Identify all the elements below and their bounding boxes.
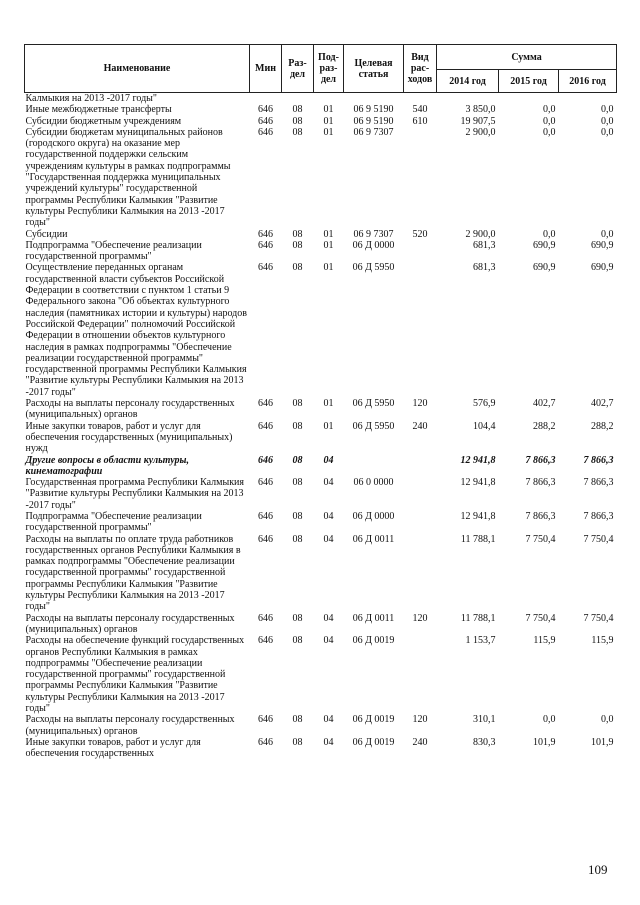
row-article: 06 Д 0011 [352,612,395,624]
row-kind: 240 [412,736,428,748]
row-sum-2014: 12 941,8 [460,454,496,466]
row-article: 06 Д 0000 [352,239,395,251]
row-subsection: 01 [323,262,334,274]
row-sum-2015: 288,2 [533,420,556,432]
row-sum-2016 [559,93,617,105]
row-article: 06 0 0000 [353,477,394,489]
table-row [25,240,617,263]
row-name: Субсидии бюджетным учреждениям [25,115,182,127]
row-subsection: 04 [323,714,334,726]
row-sum-2015: 402,7 [533,398,556,410]
row-section: 08 [292,612,303,624]
row-section: 08 [292,126,303,138]
row-name: Иные межбюджетные трансферты [25,104,172,116]
row-kind: 120 [412,714,428,726]
row-section: 08 [292,477,303,489]
table-row [25,421,617,455]
header-year-2016: 2016 год [559,70,617,93]
row-sum-2015: 0,0 [543,104,556,116]
row-min: 646 [258,228,273,240]
budget-table [24,44,617,760]
row-sum-2014: 681,3 [473,239,496,251]
header-subsection: Под- раз- дел [314,45,344,93]
row-subsection: 01 [323,420,334,432]
row-name: Расходы на выплаты персоналу государственных (муниципальных) органов [25,612,235,635]
row-kind [404,455,437,478]
table-row [25,714,617,737]
row-min: 646 [258,510,273,522]
table-row [25,398,617,421]
header-article: Целевая статья [344,45,404,93]
row-kind: 120 [412,398,428,410]
row-section: 08 [292,115,303,127]
row-sum-2014: 104,4 [473,420,496,432]
row-sum-2015: 7 866,3 [525,454,556,466]
row-kind: 120 [412,612,428,624]
row-name: Расходы на выплаты персоналу государственных (муниципальных) органов [25,714,235,737]
row-article: 06 Д 0019 [352,635,395,647]
row-min: 646 [258,126,273,138]
row-sum-2015: 7 866,3 [525,510,556,522]
row-subsection: 01 [323,115,334,127]
row-min [250,93,282,105]
row-sum-2016: 288,2 [591,420,614,432]
row-name: Субсидии [25,228,68,240]
table-row [25,116,617,127]
row-sum-2016: 0,0 [601,228,614,240]
header-min: Мин [250,45,282,93]
header-year-2015: 2015 год [499,70,559,93]
row-sum-2015: 7 750,4 [525,612,556,624]
row-subsection: 04 [323,612,334,624]
row-sum-2014: 11 788,1 [460,612,496,624]
row-sum-2015: 0,0 [543,714,556,726]
row-section: 08 [292,420,303,432]
row-sum-2014 [437,93,499,105]
row-min: 646 [258,736,273,748]
row-min: 646 [258,104,273,116]
row-sum-2014: 830,3 [473,736,496,748]
row-name: Расходы на обеспечение функций государственных органов Республики Калмыкия в рамках подпрограммы "Обеспечение реализации государственной программы" государственной программы Республики Калмыкия "Развитие культуры Республики Калмыкия на 2013 -2017 годы" [25,635,245,715]
row-sum-2016: 101,9 [591,736,614,748]
row-sum-2016: 115,9 [591,635,614,647]
row-name: Осуществление переданных органам государственной власти субъектов Российской Федерации в соответствии с пунктом 1 статьи 9 Федерального закона "Об объектах культурного наследия (памятниках истории и культуры) народов Российской Федерации" полномочий Российской Федерации в отношении объектов культурного наследия в рамках подпрограммы "Обеспечение реализации государственной программы" государственной программы Республики Калмыкия "Развитие культуры Республики Калмыкия на 2013 -2017 годы" [25,262,247,398]
table-row [25,613,617,636]
row-article: 06 9 5190 [353,115,394,127]
row-subsection: 01 [323,104,334,116]
row-sum-2014: 310,1 [473,714,496,726]
table-row [25,93,617,105]
row-sum-2015: 7 866,3 [525,477,556,489]
row-section: 08 [292,104,303,116]
row-sum-2015: 101,9 [533,736,556,748]
row-sum-2015: 690,9 [533,262,556,274]
table-body [25,93,617,760]
row-kind: 240 [412,420,428,432]
row-min: 646 [258,454,273,466]
row-article [344,93,404,105]
table-row [25,737,617,760]
row-section: 08 [292,262,303,274]
row-section: 08 [292,454,303,466]
header-name: Наименование [25,45,250,93]
row-section: 08 [292,714,303,726]
row-kind [404,262,437,398]
row-subsection: 04 [323,635,334,647]
row-min: 646 [258,612,273,624]
row-sum-2015: 690,9 [533,239,556,251]
row-subsection: 04 [323,533,334,545]
row-name: Государственная программа Республики Калмыкия "Развитие культуры Республики Калмыкия на 2013 -2017 годы" [25,477,245,511]
row-subsection: 04 [323,454,334,466]
row-name: Расходы на выплаты персоналу государственных (муниципальных) органов [25,398,235,421]
row-min: 646 [258,115,273,127]
row-name: Другие вопросы в области культуры, кинематографии [25,454,189,477]
row-sum-2015: 0,0 [543,126,556,138]
row-name: Подпрограмма "Обеспечение реализации государственной программы" [25,510,202,534]
row-sum-2014: 11 788,1 [460,533,496,545]
row-article: 06 9 7307 [353,126,394,138]
row-article: 06 Д 0011 [352,533,395,545]
row-sum-2016: 7 750,4 [583,612,614,624]
row-kind [404,93,437,105]
row-min: 646 [258,714,273,726]
row-sum-2015: 0,0 [543,115,556,127]
row-kind [404,240,437,263]
row-subsection: 04 [323,510,334,522]
header-year-2014: 2014 год [437,70,499,93]
header-section: Раз- дел [282,45,314,93]
row-kind: 540 [412,104,428,116]
row-kind [404,477,437,511]
row-min: 646 [258,239,273,251]
row-section: 08 [292,228,303,240]
table-row [25,534,617,613]
row-kind [404,534,437,613]
row-min: 646 [258,262,273,274]
row-sum-2014: 576,9 [473,398,496,410]
row-section [282,93,314,105]
row-subsection: 01 [323,239,334,251]
row-min: 646 [258,420,273,432]
header-kind: Вид рас- ходов [404,45,437,93]
budget-page [24,44,616,760]
row-section: 08 [292,736,303,748]
table-header [25,45,617,93]
row-min: 646 [258,398,273,410]
table-row [25,262,617,398]
row-name: Расходы на выплаты по оплате труда работников государственных органов Республики Калмыкия в рамках подпрограммы "Обеспечение реализации государственной программы" государственной программы Республики Калмыкия "Развитие культуры Республики Калмыкия на 2013 -2017 годы" [25,533,241,613]
table-row [25,635,617,714]
row-kind: 520 [412,228,428,240]
row-sum-2016: 7 866,3 [583,510,614,522]
row-article: 06 Д 5950 [352,420,395,432]
row-sum-2016: 0,0 [601,104,614,116]
row-sum-2015: 0,0 [543,228,556,240]
row-subsection: 01 [323,398,334,410]
row-sum-2015 [499,93,559,105]
row-min: 646 [258,533,273,545]
row-name: Иные закупки товаров, работ и услуг для обеспечения государственных [25,736,201,760]
row-sum-2016: 402,7 [591,398,614,410]
table-row [25,229,617,240]
row-subsection [314,93,344,105]
row-kind [404,127,437,229]
row-kind [404,635,437,714]
row-article: 06 Д 0000 [352,510,395,522]
row-sum-2014: 2 900,0 [465,228,496,240]
row-sum-2014: 12 941,8 [460,477,496,489]
row-name: Иные закупки товаров, работ и услуг для обеспечения государственных (муниципальных) нужд [25,420,233,455]
row-sum-2014: 19 907,5 [460,115,496,127]
row-article: 06 Д 0019 [352,714,395,726]
row-kind: 610 [412,115,428,127]
row-section: 08 [292,635,303,647]
row-min: 646 [258,635,273,647]
row-sum-2014: 2 900,0 [465,126,496,138]
row-section: 08 [292,239,303,251]
table-row [25,127,617,229]
row-article: 06 9 7307 [353,228,394,240]
row-subsection: 01 [323,126,334,138]
row-section: 08 [292,398,303,410]
row-sum-2016: 0,0 [601,115,614,127]
row-article: 06 Д 5950 [352,262,395,274]
table-row [25,511,617,534]
row-sum-2016: 7 750,4 [583,533,614,545]
row-sum-2015: 7 750,4 [525,533,556,545]
row-subsection: 01 [323,228,334,240]
table-row [25,104,617,115]
table-row [25,477,617,511]
row-sum-2016: 7 866,3 [583,477,614,489]
row-article: 06 Д 0019 [352,736,395,748]
table-row [25,455,617,478]
header-sum: Сумма [437,45,617,70]
row-section: 08 [292,510,303,522]
page-number: 109 [588,862,608,877]
row-name: Калмыкия на 2013 -2017 годы" [25,93,157,104]
row-sum-2014: 12 941,8 [460,510,496,522]
row-name: Субсидии бюджетам муниципальных районов (городского округа) на оказание мер государственной поддержки сельским учреждениям культуры в рамках подпрограммы "Государственная поддержка муниципальных учреждений культуры" государственной программы Республики Калмыкия "Развитие культуры Республики Калмыкия на 2013 -2017 годы" [25,126,231,229]
row-sum-2014: 1 153,7 [465,635,496,647]
row-article [344,455,404,478]
row-sum-2016: 0,0 [601,126,614,138]
row-sum-2016: 0,0 [601,714,614,726]
row-article: 06 Д 5950 [352,398,395,410]
row-sum-2014: 3 850,0 [465,104,496,116]
row-min: 646 [258,477,273,489]
row-article: 06 9 5190 [353,104,394,116]
row-sum-2015: 115,9 [533,635,556,647]
row-sum-2016: 690,9 [591,239,614,251]
row-sum-2014: 681,3 [473,262,496,274]
row-sum-2016: 690,9 [591,262,614,274]
row-subsection: 04 [323,477,334,489]
row-kind [404,511,437,534]
row-sum-2016: 7 866,3 [583,454,614,466]
row-subsection: 04 [323,736,334,748]
row-name: Подпрограмма "Обеспечение реализации государственной программы" [25,239,202,263]
row-section: 08 [292,533,303,545]
